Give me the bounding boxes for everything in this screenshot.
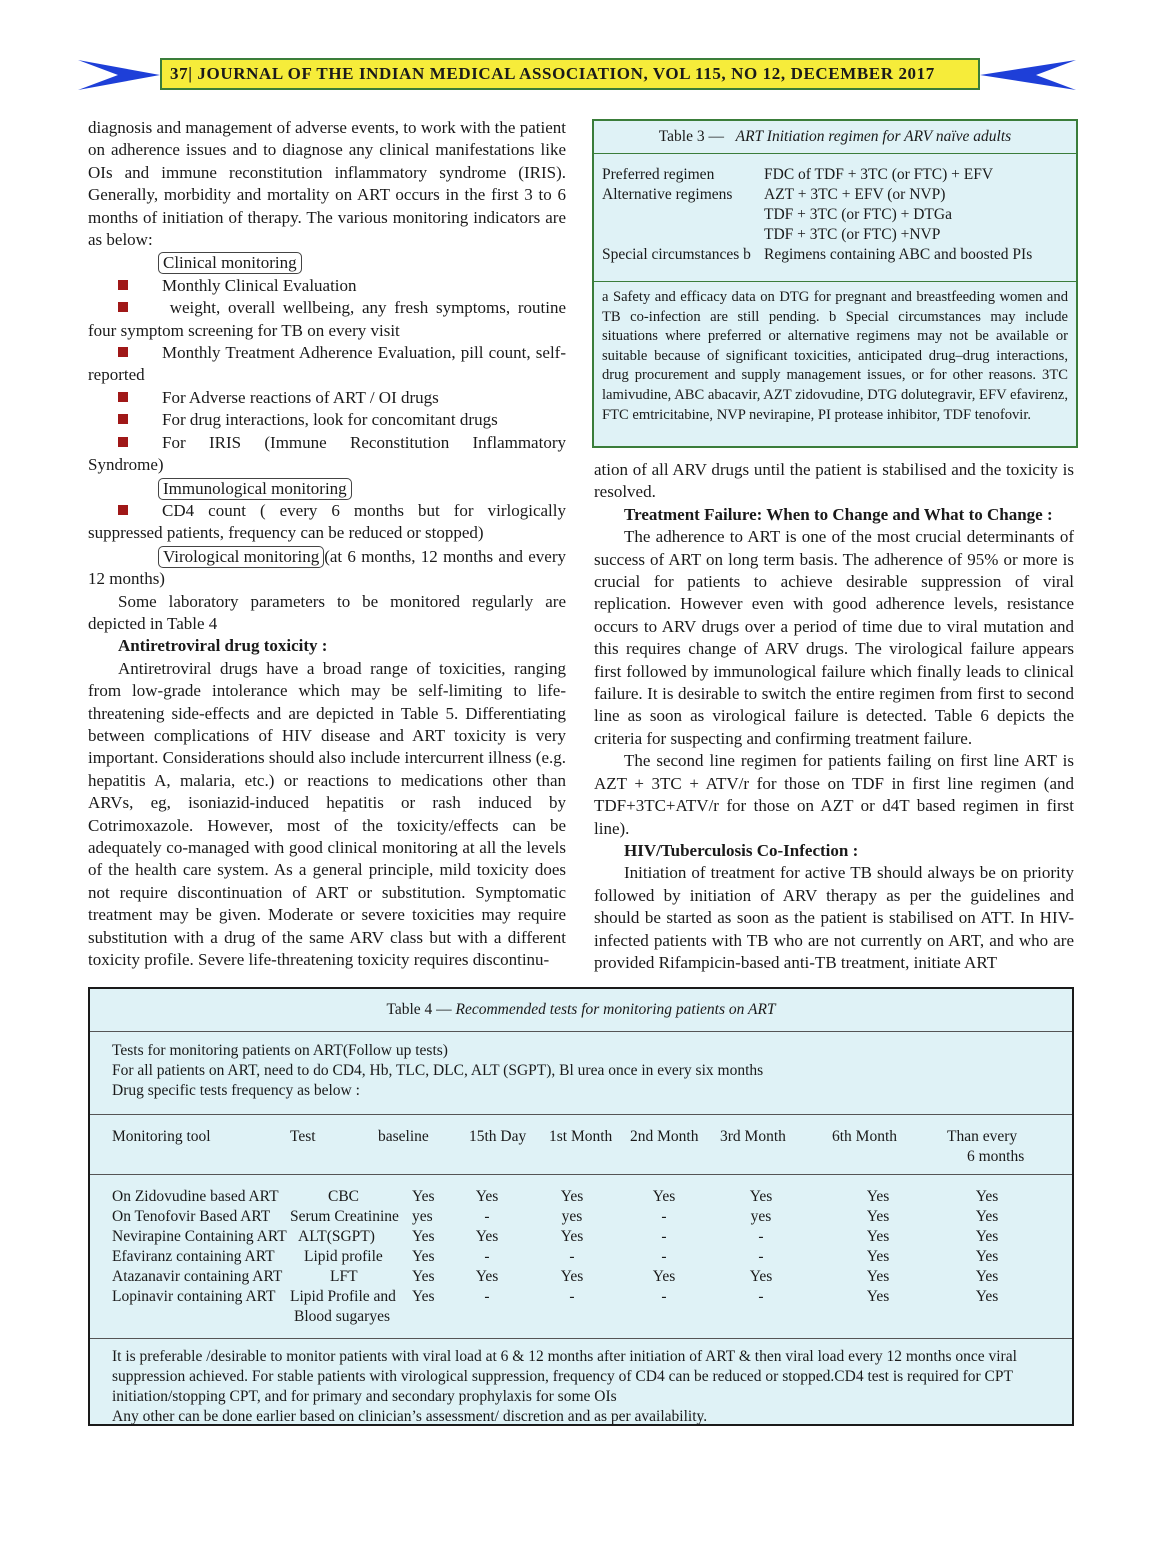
column-header: 3rd Month [720,1128,786,1145]
table-cell-value: Yes [975,1188,999,1205]
column-header: 1st Month [549,1128,613,1145]
table-cell-test: Serum Creatinine [290,1208,399,1225]
table-cell-value: Yes [749,1188,773,1205]
table-cell-value: - [569,1288,575,1305]
toxicity-heading: Antiretroviral drug toxicity : [118,636,328,656]
table-cell-value: Yes [975,1248,999,1265]
table-4-title: Table 4 — Recommended tests for monitoring patients on ART [90,989,1072,1032]
list-item: Monthly Clinical Evaluation [88,275,566,297]
table-cell-value: Yes [475,1268,499,1285]
list-item: CD4 count ( every 6 months but for virlogically suppressed patients, frequency can be reduced or stopped) [88,500,566,543]
table-cell-value: Yes [412,1188,435,1205]
table-cell-tool: On Tenofovir Based ART [112,1208,271,1225]
table-row: Special circumstances b Regimens containing ABC and boosted PIs [602,246,1033,263]
virological-monitoring-detail: (at 6 months, 12 months and every 12 months) [88,546,566,589]
immunological-monitoring-heading: Immunological monitoring [158,478,352,500]
tb-coinfection-paragraph: Initiation of treatment for active TB should always be on priority followed by initiation of ARV therapy as per the guidelines and should be started as soon as the patient is stabilised on ATT. In HIV-infected patients with TB who are not currently on ART, and who are provided Rifampicin-based anti-TB treatment, initiate ART [594,863,1074,972]
table-cell-value: - [661,1288,667,1305]
table-cell-tool: Lopinavir containing ART [112,1288,276,1305]
table-4-body [90,1175,1072,1339]
list-item: weight, overall wellbeing, any fresh symptoms, routine four symptom screening for TB on every visit [88,298,566,340]
table-3 [592,119,1078,448]
table-cell-value: Yes [975,1288,999,1305]
table-cell-tool: Nevirapine Containing ART [112,1228,287,1245]
table-cell-value: Yes [652,1188,676,1205]
table-row: TDF + 3TC (or FTC) + DTGa [764,206,952,223]
table-cell-value: Yes [866,1208,890,1225]
list-item: For Adverse reactions of ART / OI drugs [88,387,566,409]
bullet-square-icon [118,505,128,515]
column-header: 6 months [967,1148,1025,1165]
column-header: 2nd Month [630,1128,699,1145]
lab-paragraph: Some laboratory parameters to be monitored regularly are depicted in Table 4 [88,591,566,633]
table-row: Preferred regimen FDC of TDF + 3TC (or FTC) + EFV [602,166,994,183]
clinical-monitoring-heading: Clinical monitoring [158,252,302,274]
table-cell-value: - [661,1248,667,1265]
table-cell-value: Yes [652,1268,676,1285]
table-cell-value: Yes [560,1188,584,1205]
table-cell-value: Yes [475,1188,499,1205]
table-4 [88,987,1074,1426]
table-4-intro: Tests for monitoring patients on ART(Follow up tests) For all patients on ART, need to do CD4, Hb, TLC, DLC, ALT (SGPT), Bl urea once in every six months Drug specific tests frequency as below : [90,1032,1072,1115]
table-3-title: Table 3 — ART Initiation regimen for ARV naïve adults [594,121,1076,154]
table-cell-value: Yes [412,1268,435,1285]
table-4-footer: It is preferable /desirable to monitor patients with viral load at 6 & 12 months after initiation of ART & then viral load every 12 months once viral suppression achieved. For stable patients with virological suppression, frequency of CD4 can be reduced or stopped.CD4 test is required for CPT initiation/stopping CPT, and for primary and secondary prophylaxis for some OIs Any other can be done earlier based on clinician’s assessment/ discretion and as per availability. [112,1348,1017,1425]
table-cell-value: Yes [412,1248,435,1265]
table-cell-value: Yes [560,1268,584,1285]
table-cell-value: Yes [866,1268,890,1285]
table-cell-value: Yes [412,1228,435,1245]
table-4-header-row [90,1115,1072,1175]
table-cell-value: yes [750,1208,772,1225]
continued-paragraph: ation of all ARV drugs until the patient is stabilised and the toxicity is resolved. [594,460,1074,502]
table-cell-value: yes [412,1208,433,1225]
table-cell-value: Yes [475,1228,499,1245]
table-cell-value: yes [561,1208,583,1225]
list-item: For drug interactions, look for concomitant drugs [88,409,566,431]
table-cell-value: Yes [560,1228,584,1245]
table-cell-value: - [569,1248,575,1265]
table-cell-tool: Atazanavir containing ART [112,1268,283,1285]
column-header: baseline [378,1128,429,1145]
bullet-square-icon [118,392,128,402]
table-cell-value: Yes [975,1208,999,1225]
column-header: Monitoring tool [112,1128,211,1145]
table-cell-value: Yes [412,1288,435,1305]
bullet-square-icon [118,347,128,357]
table-cell-value: Yes [749,1268,773,1285]
intro-paragraph: diagnosis and management of adverse events, to work with the patient on adherence issues and to diagnose any clinical manifestations like OIs and immune reconstitution inflammatory syndrome (IRIS). Generally, morbidity and mortality on ART occurs in the first 3 to 6 months of initiation of therapy. The various monitoring indicators are as below: [88,118,566,250]
table-cell-value: Yes [866,1248,890,1265]
table-row: TDF + 3TC (or FTC) +NVP [764,226,941,243]
list-item: For IRIS (Immune Reconstitution Inflammatory Syndrome) [88,432,566,475]
bullet-square-icon [118,302,128,312]
virological-monitoring-heading: Virological monitoring [158,546,324,568]
table-3-footnote: a Safety and efficacy data on DTG for pregnant and breastfeeding women and TB co-infection are still pending. b Special circumstances may include situations where preferred or alternative regimens may not be available or suitable because of significant toxicities, anticipated drug–drug interactions, drug procurement and supply management issues, or for other reasons. 3TC lamivudine, ABC abacavir, AZT zidovudine, DTG dolutegravir, EFV efavirenz, FTC emtricitabine, NVP nevirapine, PI protease inhibitor, TDF tenofovir. [602,289,1068,423]
table-cell-value: - [484,1248,490,1265]
table-cell-value: Yes [866,1288,890,1305]
table-cell-value: Yes [975,1268,999,1285]
bullet-square-icon [118,414,128,424]
left-arrow-icon [78,60,160,90]
table-cell-test: Blood sugaryes [294,1308,391,1325]
treatment-failure-heading: Treatment Failure: When to Change and What to Change : [624,504,1053,524]
bullet-square-icon [118,280,128,290]
table-cell-tool: Efaviranz containing ART [112,1248,275,1265]
treatment-failure-paragraph: The adherence to ART is one of the most crucial determinants of success of ART on long term basis. The adherence of 95% or more is crucial for patients to achieve desirable suppression of viral replication. However even with good adherence levels, resistance occurs to ARV drugs over a period of time due to viral mutation and this requires change of ARV drugs. The virological failure appears first followed by immunological failure which finally leads to clinical failure. It is desirable to switch the entire regimen from first to second line as soon as virological failure is detected. Table 6 depicts the criteria for suspecting and confirming treatment failure. [594,527,1074,748]
table-row: Alternative regimens AZT + 3TC + EFV (or NVP) [602,186,946,203]
column-header: Than every [947,1128,1018,1145]
table-cell-value: - [484,1288,490,1305]
table-cell-value: - [758,1288,764,1305]
table-cell-tool: On Zidovudine based ART [112,1188,279,1205]
table-cell-test: ALT(SGPT) [298,1228,375,1245]
tb-coinfection-heading: HIV/Tuberculosis Co-Infection : [624,840,859,860]
table-3-regimens [594,154,1076,282]
column-header: 6th Month [832,1128,898,1145]
table-cell-value: - [758,1248,764,1265]
journal-header: 37| JOURNAL OF THE INDIAN MEDICAL ASSOCIATION, VOL 115, NO 12, DECEMBER 2017 [160,58,980,90]
right-arrow-icon [980,60,1076,90]
table-cell-value: Yes [866,1188,890,1205]
right-column [594,459,1074,974]
toxicity-paragraph: Antiretroviral drugs have a broad range of toxicities, ranging from low-grade intolerance which may be self-limiting to life-threatening side-effects and are depicted in Table 5. Differentiating between complications of HIV disease and ART toxicity is very important. Considerations should also include intercurrent illness (e.g. hepatitis A, malaria, etc.) or reactions to medications other than ARVs, eg, isoniazid-induced hepatitis or rash induced by Cotrimoxazole. However, most of the toxicity/effects can be adequately co-managed with good clinical monitoring at all the levels of the health care system. As a general principle, mild toxicity does not require discontinuation of ART or substitution. Symptomatic treatment may be given. Moderate or severe toxicities may require substitution with a drug of the same ARV class but with a different toxicity profile. Severe life-threatening toxicity requires discontinu- [88,658,566,970]
bullet-square-icon [118,437,128,447]
column-header: Test [290,1128,316,1145]
table-cell-test: Lipid profile [304,1248,383,1265]
table-cell-value: Yes [866,1228,890,1245]
second-line-paragraph: The second line regimen for patients failing on first line ART is AZT + 3TC + ATV/r for those on TDF in first line regimen (and TDF+3TC+ATV/r for those on AZT or d4T based regimen in first line). [594,751,1074,838]
left-column [88,117,566,971]
table-cell-test: LFT [330,1268,358,1285]
table-cell-value: - [661,1228,667,1245]
table-cell-test: CBC [328,1188,360,1205]
table-cell-value: - [758,1228,764,1245]
column-header: 15th Day [469,1128,527,1145]
table-cell-test: Lipid Profile and [290,1288,396,1305]
table-cell-value: - [484,1208,490,1225]
table-cell-value: - [661,1208,667,1225]
list-item: Monthly Treatment Adherence Evaluation, pill count, self-reported [88,343,566,385]
table-cell-value: Yes [975,1228,999,1245]
